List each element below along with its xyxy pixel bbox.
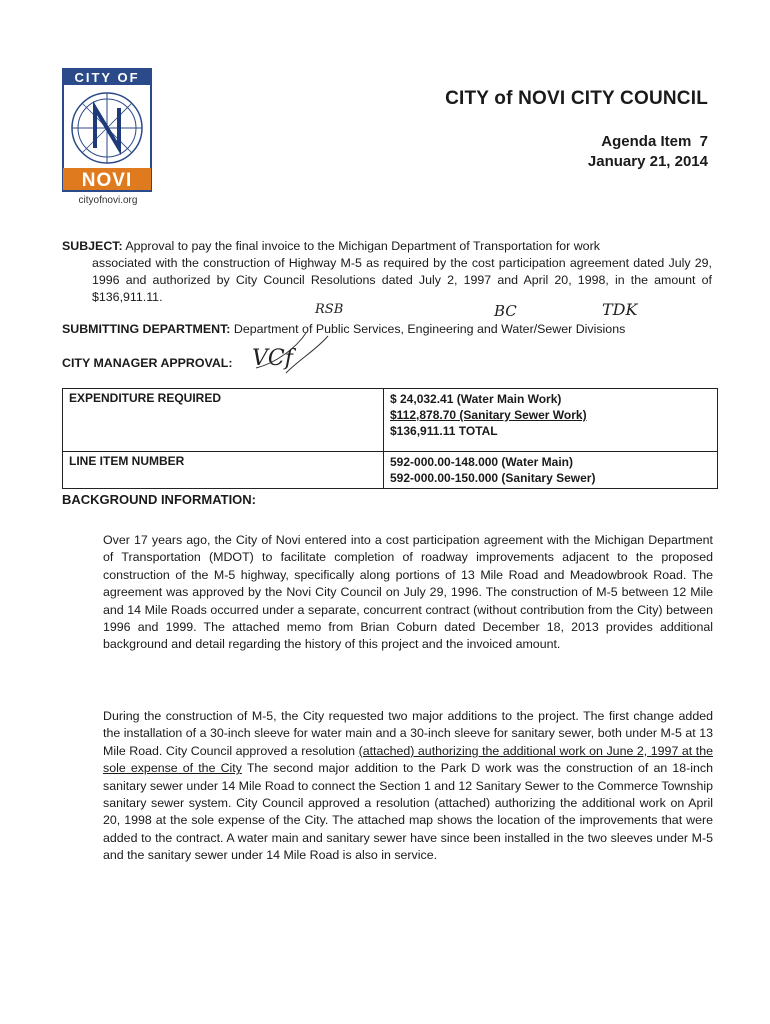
paragraph-2-underlined: (attached) authorizing the additional work on June 2, 1997 at the sole expense of the City (103, 743, 713, 776)
council-title: CITY of NOVI CITY COUNCIL (445, 88, 708, 109)
manager-label: CITY MANAGER APPROVAL: (62, 356, 233, 370)
manager-approval (62, 356, 233, 370)
initials-tdk: TDK (602, 300, 638, 319)
city-seal-icon (62, 68, 152, 192)
logo-bottom-text: NOVI (81, 170, 133, 191)
expenditure-label: EXPENDITURE REQUIRED (63, 389, 384, 452)
city-logo (62, 68, 152, 192)
total-amount: $136,911.11 TOTAL (390, 424, 498, 438)
table-row (63, 389, 718, 452)
initials-bc: BC (494, 302, 517, 320)
line-item-sewer: 592-000.00-150.000 (Sanitary Sewer) (390, 471, 596, 485)
initials-rsb: RSB (315, 302, 344, 317)
sanitary-sewer-amount: $112,878.70 (Sanitary Sewer Work) (390, 408, 587, 422)
line-item-water: 592-000.00-148.000 (Water Main) (390, 455, 573, 469)
subject-continuation: associated with the construction of Highway M-5 as required by the cost participation agreement dated July 29, 1996 and authorized by City Council Resolutions dated July 2, 1997 and April 20, 1998, in the amount of $136,911.11. (92, 256, 712, 304)
expenditure-values (384, 389, 718, 452)
logo-top-text: CITY OF (74, 70, 140, 85)
background-heading: BACKGROUND INFORMATION: (62, 492, 257, 507)
line-item-values (384, 452, 718, 489)
logo-url: cityofnovi.org (78, 195, 138, 206)
table-row (63, 452, 718, 489)
subject-block (62, 238, 712, 306)
signature-stroke-icon (246, 328, 336, 378)
expenditure-table (62, 388, 718, 489)
agenda-date: January 21, 2014 (587, 153, 708, 170)
line-item-label: LINE ITEM NUMBER (63, 452, 384, 489)
submitting-department (62, 322, 625, 336)
background-paragraph-2 (103, 708, 713, 865)
submitting-value: Department of Public Services, Engineering and Water/Sewer Divisions (233, 322, 626, 336)
water-main-amount: $ 24,032.41 (Water Main Work) (390, 392, 562, 406)
subject-label: SUBJECT: (62, 239, 123, 253)
agenda-item: Agenda Item 7 (601, 133, 708, 150)
paragraph-2-part-b: The second major addition to the Park D work was the construction of an 18-inch sanitary sewer under 14 Mile Road to connect the Section 1 and 12 Sanitary Sewer to the Commerce Township sanitary sewer system. City Council approved a resolution (attached) authorizing the additional work on April 20, 1998 at the sole expense of the City. The attached map shows the location of the improvements that were added to the contract. A water main and sanitary sewer have since been installed in the two sleeves under M-5 and the sanitary sewer under 14 Mile Road is also in service. (103, 761, 714, 863)
submitting-label: SUBMITTING DEPARTMENT: (62, 322, 231, 336)
background-paragraph-1: Over 17 years ago, the City of Novi entered into a cost participation agreement with the Michigan Department of Transportation (MDOT) to facilitate completion of roadway improvements adjacent to the proposed construction of the M-5 highway, specifically along portions of 13 Mile Road and Meadowbrook Road. The agreement was approved by the Novi City Council on July 29, 1996. The construction of M-5 between 12 Mile and 14 Mile Roads occurred under a separate, concurrent contract (without contribution from the City) between 1996 and 1999. The attached memo from Brian Coburn dated December 18, 2013 provides additional background and detail regarding the history of this project and the invoiced amount. (103, 533, 713, 652)
paragraph-2-part-a: During the construction of M-5, the City requested two major additions to the project. The first change added the installation of a 30-inch sleeve for water main and a 30-inch sleeve for sanitary sewer, both under M-5 at 13 Mile Road. City Council approved a resolution (103, 709, 713, 758)
subject-first-line: Approval to pay the final invoice to the Michigan Department of Transportation for work (125, 239, 600, 253)
manager-signature: VCf (252, 346, 293, 371)
